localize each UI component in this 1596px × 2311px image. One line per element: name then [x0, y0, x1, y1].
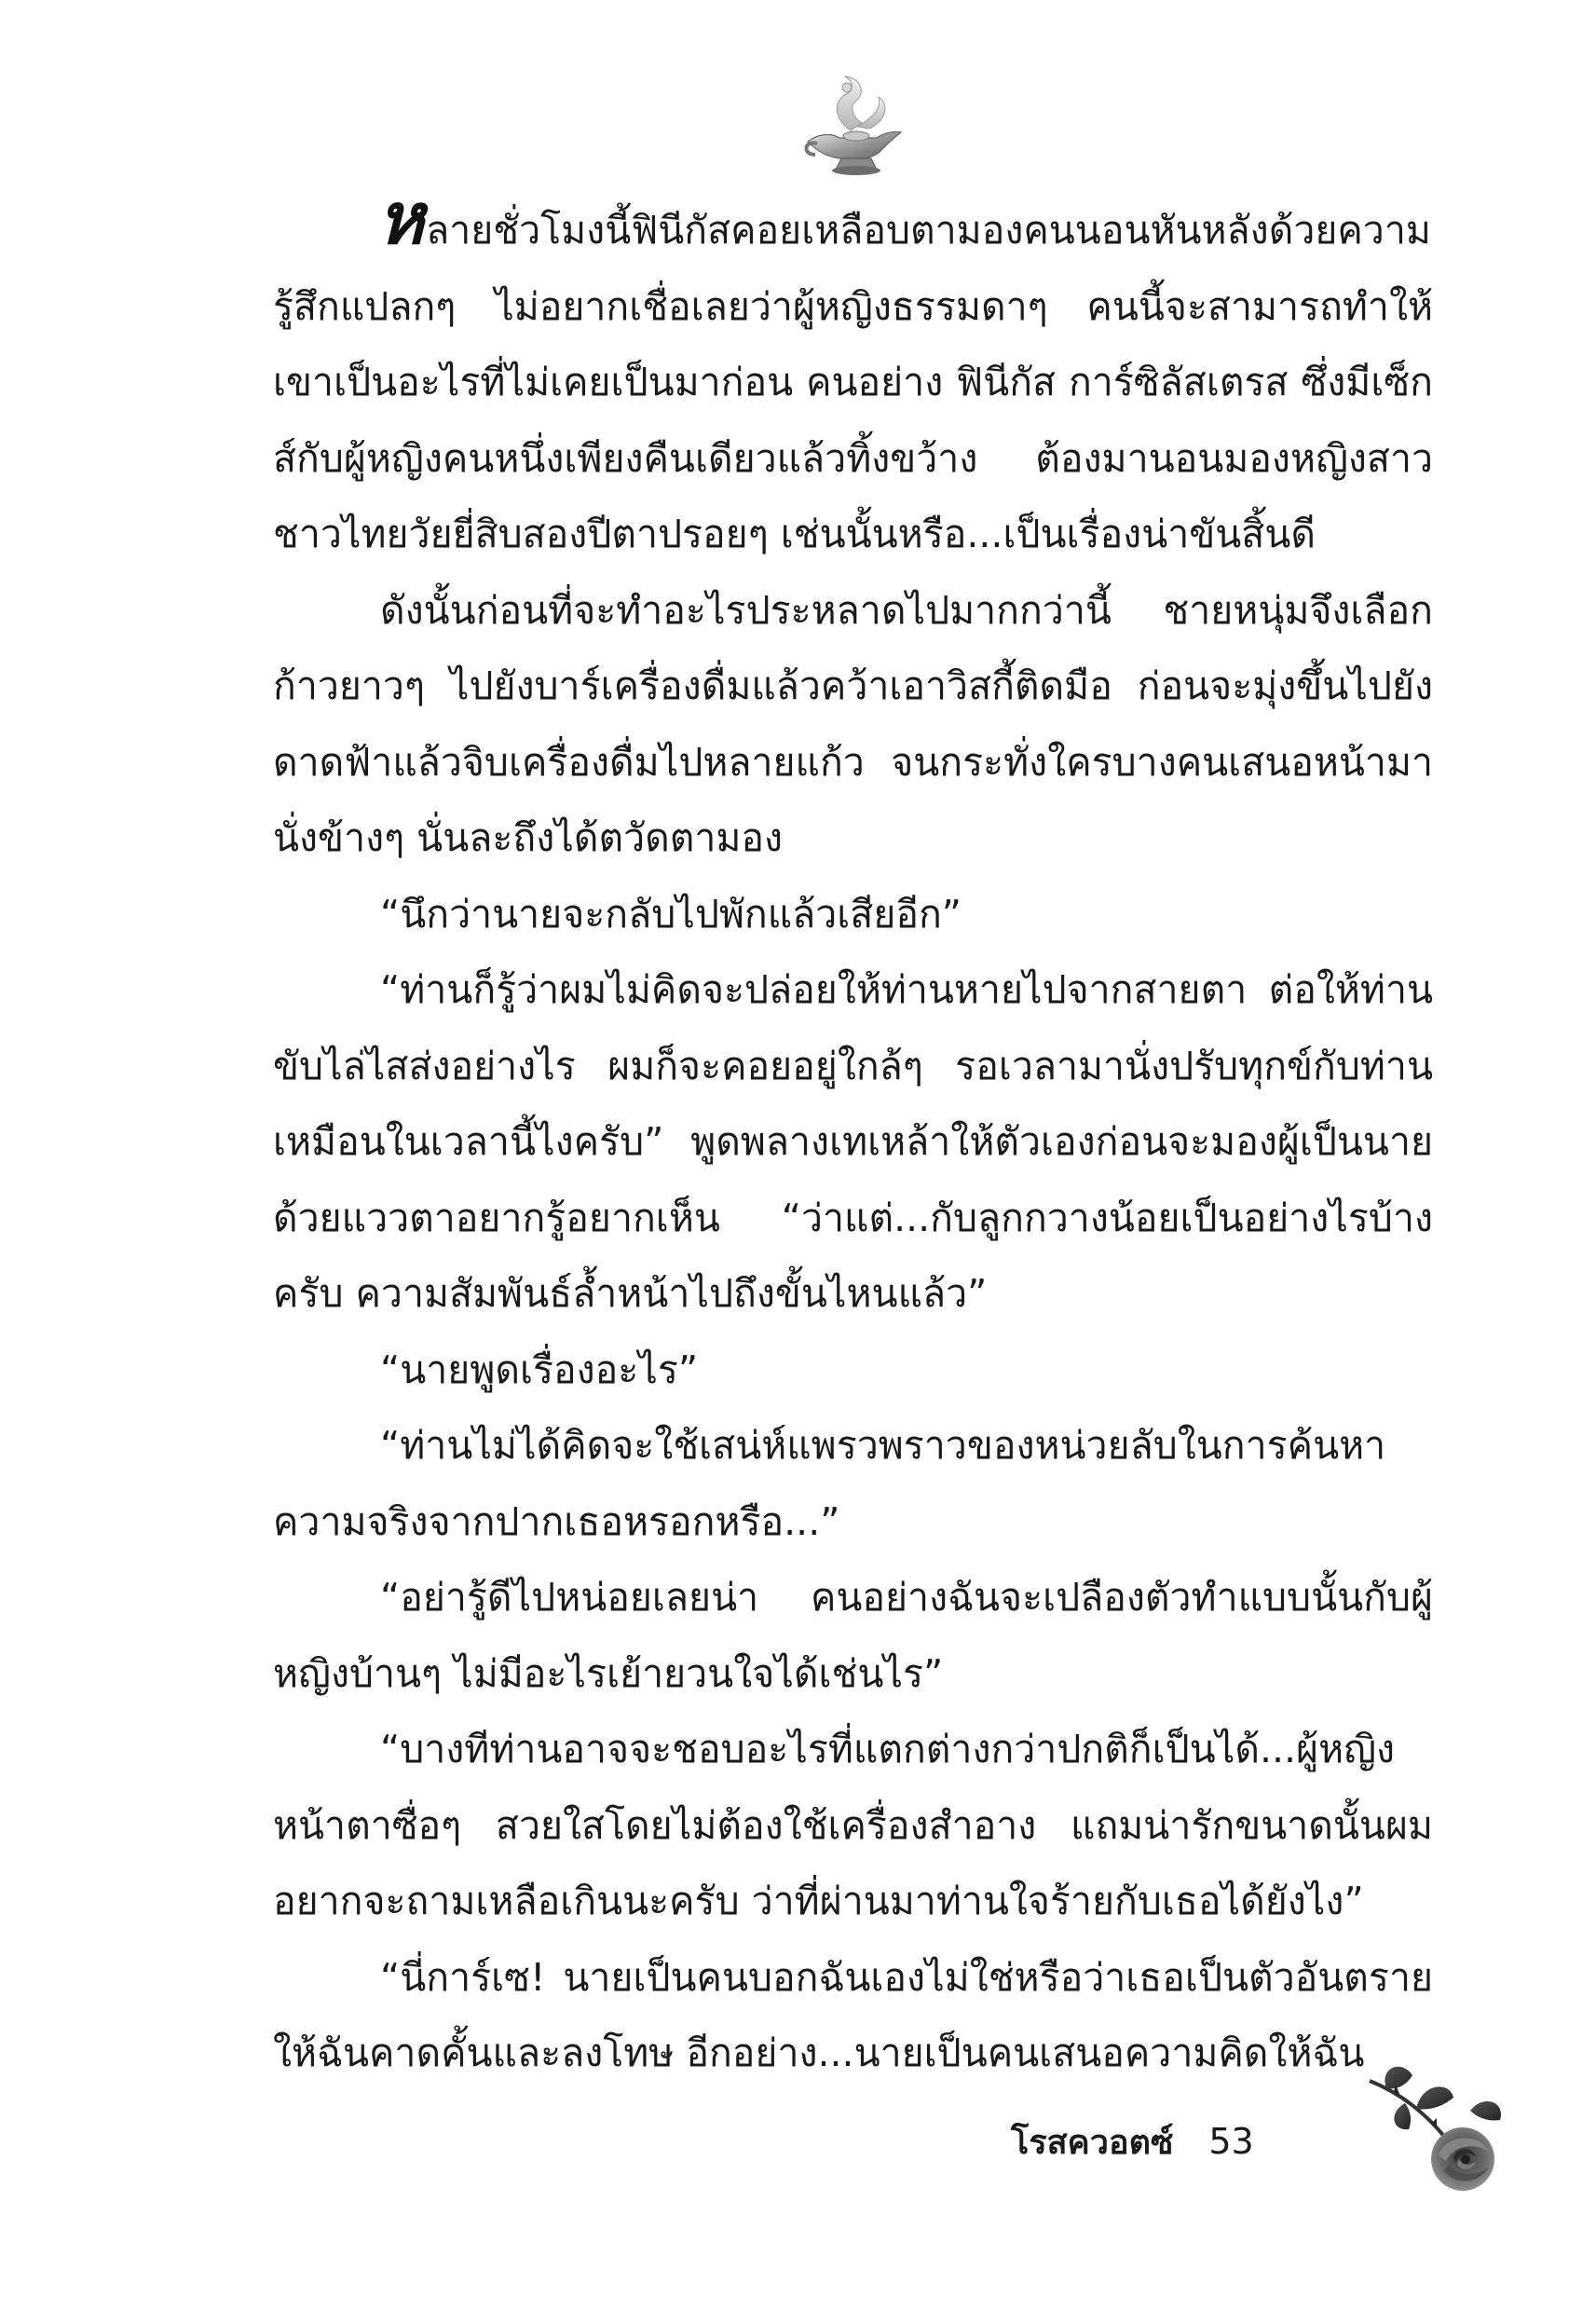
paragraph-5: “นายพูดเรื่องอะไร”	[380, 1347, 699, 1392]
paragraph-4: “ท่านก็รู้ว่าผมไม่คิดจะปล่อยให้ท่านหายไปจากสายตา ต่อให้ท่านขับไล่ไสส่งอย่างไร ผมก็จะคอยอยู่ใกล้ๆ รอเวลามานั่งปรับทุกข์กับท่านเหมือนในเวลานี้ไงครับ” พูดพลางเทเหล้าให้ตัวเองก่อนจะมองผู้เป็นนายด้วยแววตาอยากรู้อยากเห็น “ว่าแต่...กับลูกกวางน้อยเป็นอย่างไรบ้างครับ ความสัมพันธ์ล้ำหน้าไปถึงขั้นไหนแล้ว”	[273, 967, 1433, 1316]
dropcap-letter: ห	[377, 177, 425, 260]
book-title: โรสควอตซ์	[1011, 2123, 1174, 2162]
paragraph-3: “นึกว่านายจะกลับไปพักแล้วเสียอีก”	[380, 891, 962, 937]
paragraph-1-text: ลายชั่วโมงนี้ฟินีกัสคอยเหลือบตามองคนนอนหันหลังด้วยความรู้สึกแปลกๆ ไม่อยากเชื่อเลยว่าผู้หญิงธรรมดาๆ คนนี้จะสามารถทำให้เขาเป็นอะไรที่ไม่เคยเป็นมาก่อน คนอย่าง ฟินีกัส การ์ซิลัสเตรส ซึ่งมีเซ็กส์กับผู้หญิงคนหนึ่งเพียงคืนเดียวแล้วทิ้งขว้าง ต้องมานอนมองหญิงสาวชาวไทยวัยยี่สิบสองปีตาปรอยๆ เช่นนั้นหรือ...เป็นเรื่องน่าขันสิ้นดี	[273, 208, 1433, 556]
rose-icon	[1360, 2055, 1514, 2204]
page-footer	[1011, 2113, 1254, 2169]
paragraph-2: ดังนั้นก่อนที่จะทำอะไรประหลาดไปมากกว่านี้ ชายหนุ่มจึงเลือกก้าวยาวๆ ไปยังบาร์เครื่องดื่มแล้วคว้าเอาวิสกี้ติดมือ ก่อนจะมุ่งขึ้นไปยังดาดฟ้าแล้วจิบเครื่องดื่มไปหลายแก้ว จนกระทั่งใครบางคนเสนอหน้ามานั่งข้างๆ นั่นละถึงได้ตวัดตามอง	[273, 587, 1433, 860]
genie-lamp-icon	[797, 73, 908, 180]
body-text	[273, 177, 1433, 2092]
paragraph-6: “ท่านไม่ได้คิดจะใช้เสน่ห์แพรวพราวของหน่วยลับในการค้นหาความจริงจากปากเธอหรอกหรือ...”	[273, 1423, 1386, 1544]
paragraph-8: “บางทีท่านอาจจะชอบอะไรที่แตกต่างกว่าปกติก็เป็นได้...ผู้หญิงหน้าตาซื่อๆ สวยใสโดยไม่ต้องใช้เครื่องสำอาง แถมน่ารักขนาดนั้นผมอยากจะถามเหลือเกินนะครับ ว่าที่ผ่านมาท่านใจร้ายกับเธอได้ยังไง”	[273, 1727, 1433, 1923]
paragraph-1	[273, 177, 1433, 573]
page-number: 53	[1208, 2121, 1254, 2162]
paragraph-7: “อย่ารู้ดีไปหน่อยเลยน่า คนอย่างฉันจะเปลืองตัวทำแบบนั้นกับผู้หญิงบ้านๆ ไม่มีอะไรเย้ายวนใจได้เช่นไร”	[273, 1575, 1433, 1696]
paragraph-9: “นี่การ์เซ! นายเป็นคนบอกฉันเองไม่ใช่หรือว่าเธอเป็นตัวอันตรายให้ฉันคาดคั้นและลงโทษ อีกอย่าง...นายเป็นคนเสนอความคิดให้ฉัน	[273, 1954, 1433, 2075]
